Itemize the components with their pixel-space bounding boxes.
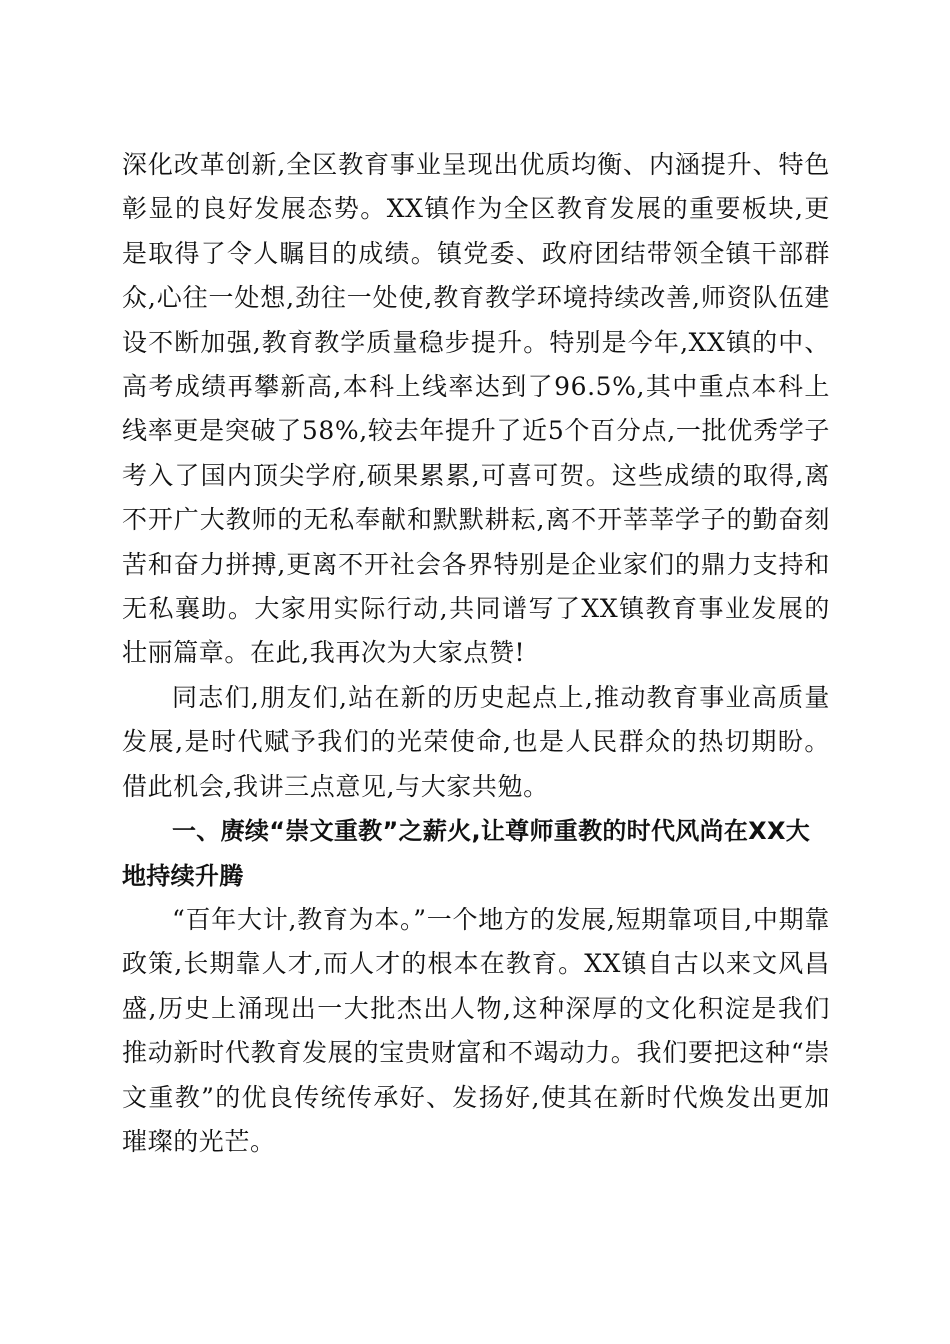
paragraph-section-one: “百年大计,教育为本。”一个地方的发展,短期靠项目,中期靠政策,长期靠人才,而人才的根本在教育。XX镇自古以来文风昌盛,历史上涌现出一大批杰出人物,这种深厚的文化积淀是我们推动新时代教育发展的宝贵财富和不竭动力。我们要把这种“崇文重教”的优良传统传承好、发扬好,使其在新时代焕发出更加璀璨的光芒。 bbox=[122, 904, 830, 1156]
document-body bbox=[122, 143, 830, 1164]
paragraph-introduction: 同志们,朋友们,站在新的历史起点上,推动教育事业高质量发展,是时代赋予我们的光荣使命,也是人民群众的热切期盼。借此机会,我讲三点意见,与大家共勉。 bbox=[122, 682, 830, 801]
paragraph-achievements: 深化改革创新,全区教育事业呈现出优质均衡、内涵提升、特色彰显的良好发展态势。XX镇作为全区教育发展的重要板块,更是取得了令人瞩目的成绩。镇党委、政府团结带领全镇干部群众,心往一处想,劲往一处使,教育教学环境持续改善,师资队伍建设不断加强,教育教学质量稳步提升。特别是今年,XX镇的中、高考成绩再攀新高,本科上线率达到了96.5%,其中重点本科上线率更是突破了58%,较去年提升了近5个百分点,一批优秀学子考入了国内顶尖学府,硕果累累,可喜可贺。这些成绩的取得,离不开广大教师的无私奉献和默默耕耘,离不开莘莘学子的勤奋刻苦和奋力拼搏,更离不开社会各界特别是企业家们的鼎力支持和无私襄助。大家用实际行动,共同谱写了XX镇教育事业发展的壮丽篇章。在此,我再次为大家点赞! bbox=[122, 150, 830, 668]
section-heading-one: 一、赓续“崇文重教”之薪火,让尊师重教的时代风尚在XX大地持续升腾 bbox=[122, 817, 811, 890]
